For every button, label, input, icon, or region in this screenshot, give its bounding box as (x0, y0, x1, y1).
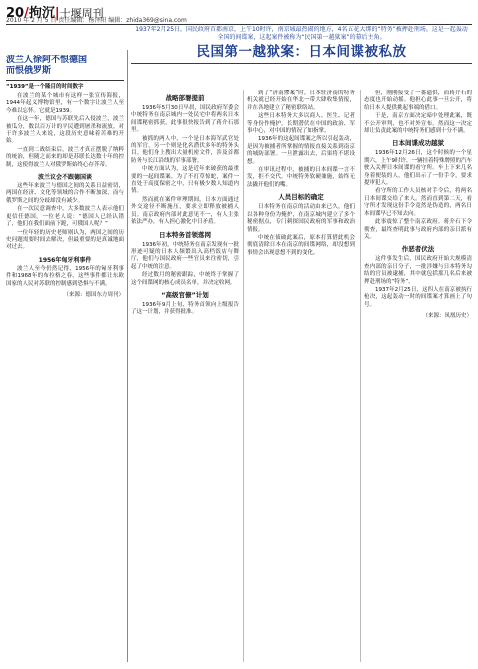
body-paragraph: 1937年2月25日，这四人在南京被执行枪决，这起轰动一时的间谍案才算画上了句号。 (364, 286, 472, 308)
column-separator (243, 90, 244, 662)
body-paragraph: 1936年初，中统特务在南京发现有一批形迹可疑的日本人频繁出入高档饭店与舞厅，他们与国民政府一些官员来往密切，引起了中统的注意。 (131, 241, 239, 270)
page-header (6, 2, 472, 25)
edition-line: 2010 年 2 月 5 日 责任编辑：杨泽阳 编辑：zhida369@sina.com (6, 17, 187, 24)
sidebar-subheading: 1956年匈牙利事件 (38, 256, 92, 264)
page-number: 20 (6, 6, 25, 21)
body-paragraph: 经过数月的秘密跟踪，中统终于掌握了这个间谍网的核心成员名单，并决定收网。 (131, 272, 239, 286)
body-paragraph: 1936年12月26日，这个时候的一个星期六，上午9时许，一辆挂着特殊牌照的汽车驶入关押日本间谍的看守所。车上下来几名身着便装的人，他们出示了一份手令，要求提审犯人。 (364, 150, 472, 187)
sidebar-paragraph: 在波兰的某个城市有这样一张宣传海报，1944年起义博物馆里，有一个数字让波兰人至今难以忘怀。它就是1939。 (6, 93, 124, 114)
body-paragraph: 被抓的两人中，一个是日本海军武官处的军官，另一个则是化名潜伏多年的特务头目。他们身上搜出大量机密文件，涉及首都防务与长江沿线的军事部署。 (131, 135, 239, 164)
sidebar-subheading: 波兰议会不跟德国谈 (37, 174, 92, 182)
sidebar-paragraph: 在这一年，德国与苏联先后入侵波兰，波兰被瓜分，数以百万计的平民遭到屠杀和流放。对于许多波兰人来说，这段历史意味着苦难的开始。 (6, 116, 124, 145)
banner-separator: / (24, 6, 29, 21)
title-rule (131, 63, 472, 64)
section-heading: 作恶者伏法 (401, 245, 435, 254)
column-separator (360, 90, 361, 662)
article-column-3 (364, 90, 472, 662)
body-paragraph: 此事震惊了整个南京政府。蒋介石下令彻查，最终查明此事与政府内部的亲日派有关。 (364, 219, 472, 240)
banner-separator: | (54, 6, 60, 21)
article-column-1 (131, 90, 239, 662)
section-name: 拘沉 (28, 6, 55, 21)
article-body (131, 90, 472, 662)
sidebar-paragraph: 一直到二战结束后，波兰才真正摆脱了纳粹的统治，但随之而来的却是苏联长达数十年的控制，这使得波兰人对俄罗斯始终心存芥蒂。 (6, 146, 124, 168)
section-heading: 人员目标的确定 (278, 193, 324, 202)
body-paragraph: 这些日本特务大多以商人、医生、记者等身份作掩护，长期潜伏在中国的政治、军事中心，对中国的情况了如指掌。 (247, 113, 355, 135)
sidebar-article (6, 55, 124, 660)
article-column-2 (247, 90, 355, 662)
body-paragraph: 然而就在案件审理期间，日本方面通过外交途径不断施压，要求立即释放被捕人员。南京政府内部对此意见不一，有人主张依法严办，有人担心激化中日矛盾。 (131, 196, 239, 226)
sidebar-title-line-2: 而恨俄罗斯 (6, 66, 52, 76)
body-paragraph: 这件事发生后，国民政府开始大规模清查内部的亲日分子，一批涉嫌与日本特务勾结的官员被逮捕，其中就包括那几名后来被押赴刑场的“特务”。 (364, 256, 472, 285)
body-paragraph: 1936年的这起间谍案之所以引起轰动，是因为被捕者所掌握的情报直接关系到南京的城防部署。一旦泄露出去，后果将不堪设想。 (247, 136, 355, 165)
sidebar-paragraph: 在一次民意调查中，大多数波兰人表示他们更信任德国。一位老人说：“德国人已经认错了，他们在我们面前下跪，可俄国人呢？” (6, 206, 124, 228)
body-paragraph: 看守所的工作人员核对手令后，将两名日本间谍交给了来人。然而直到第二天，看守所才发现这份手令竟然是伪造的，两名日本间谍早已不知去向。 (364, 188, 472, 217)
article-title: 民国第一越狱案：日本间谍被私放 (196, 44, 407, 60)
article-deck: 1937年2月25日，国民政府首都南京，上午10时许，南京城最热闹的地方，4名五花大绑的“特务”被押赴刑场。这是一起轰动全国的间谍案，这起案件被称为“民国第一越狱案”的幕后主角。 (135, 26, 468, 41)
body-paragraph: 但，刚刚接受了一番逼供，而蒋介石的态度也开始动摇。他担心此事一旦公开，将给日本人提供挑起事端的借口。 (364, 90, 472, 111)
column-divider (127, 50, 128, 662)
sidebar-paragraph: 这些年来波兰与德国之间的关系日益密切，两国在经济、文化等领域的合作不断加深，而与俄罗斯之间的分歧却没有减少。 (6, 183, 124, 204)
sidebar-paragraph: 波兰人至今仍然记得，1956年的匈牙利事件和1968年的布拉格之春，这些事件都让东欧国家的人民对苏联的控制感到恐惧与不满。 (6, 265, 124, 287)
section-subname: 十堰周刊 (59, 7, 104, 20)
body-paragraph: 1936年5月30日早晨，国民政府军委会中统特务在南京城内一处民宅中将两名日本间谍秘密抓获，此事很快报告到了蒋介石那里。 (131, 105, 239, 134)
sidebar-title-line-1: 波兰人徐阿不恨德国 (6, 55, 88, 65)
section-heading: “高级官僚”计划 (161, 290, 209, 299)
section-heading: 日本特务首领落网 (159, 230, 211, 239)
body-paragraph: 日本特务在南京的活动由来已久，他们以各种身份为掩护，在南京城内建立了多个秘密据点，专门刺探国民政府的军事和政治情报。 (247, 204, 355, 233)
article-credit: （来源：凤凰历史） (422, 313, 472, 320)
body-paragraph: 中统方面认为，这是近年来破获的最重要的一起间谍案。为了不打草惊蛇，案件一直处于高度保密之中，只有极少数人知道内情。 (131, 166, 239, 195)
body-paragraph: 1936年9月上旬，特务首领向上级报告了这一计划，并获得批准。 (131, 301, 239, 316)
body-paragraph: 在审讯过程中，被捕的日本间谍一言不发，拒不交代。中统特务软硬兼施，始终无法撬开他们的嘴。 (247, 167, 355, 188)
section-heading: 战略部署提前 (165, 94, 205, 102)
sidebar-title (6, 55, 124, 77)
sidebar-credit: （来源：德国东方周刊） (63, 291, 124, 298)
body-paragraph: 到了“济南惨案”时，日本驻济南的特务机关就已经开始在华北一带大肆收集情报，并在各地建立了秘密联络站。 (247, 90, 355, 111)
main-article (131, 26, 472, 662)
sidebar-lead: “1939”是一个隆目的时间数字 (6, 84, 84, 90)
section-heading: 日本间谍成功越狱 (392, 139, 444, 148)
body-paragraph: 中统在侦破此案后，原本打算借此机会彻底清除日本在南京的间谍网络，却没想到事情会出现意想不到的变化。 (247, 234, 355, 256)
sidebar-paragraph: 一位年轻的历史老师则认为，两国之间的历史问题需要时间去解决，但最重要的是真诚地面对过去。 (6, 229, 124, 251)
body-paragraph: 于是，南京方面决定暗中处理此案，既不公开审判，也不对外宣布。然而这一决定却让负责此案的中统特务们感到十分不满。 (364, 113, 472, 135)
sidebar-divider (6, 80, 124, 81)
